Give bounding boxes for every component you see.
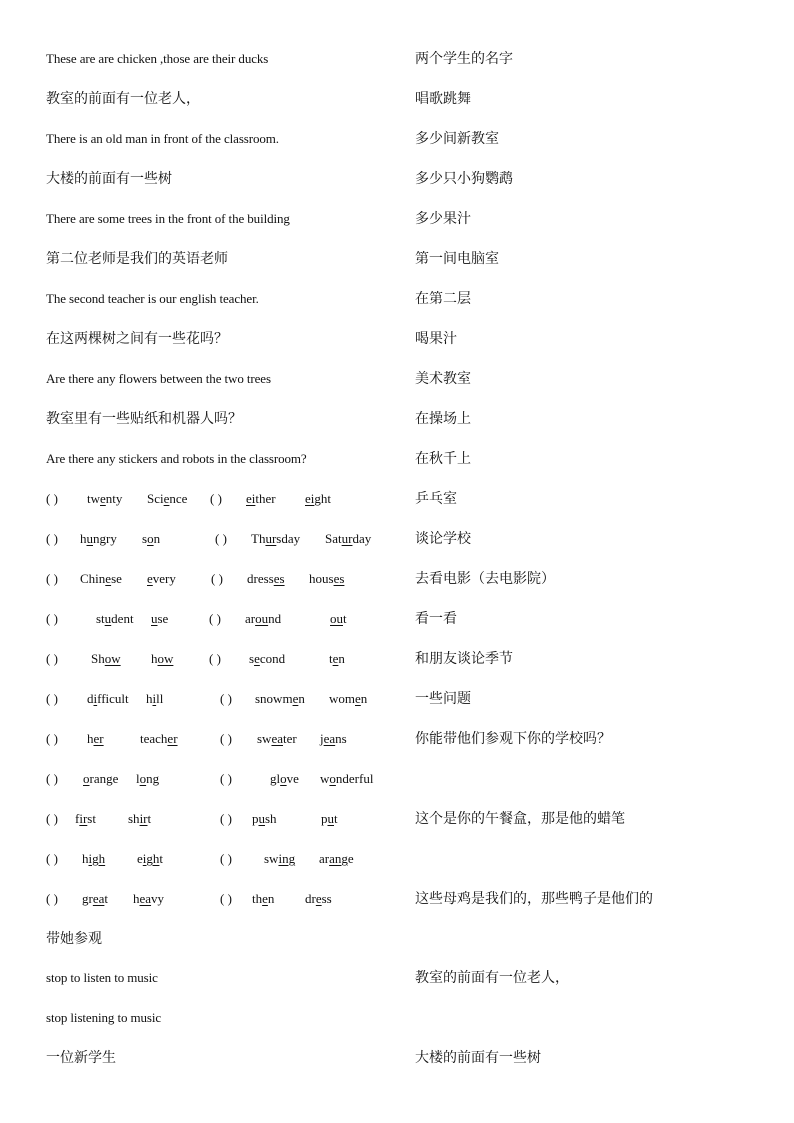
word-option: eight (137, 851, 164, 866)
phrase-cn: 你能带他们参观下你的学校吗？ (415, 731, 611, 747)
word-option: heavy (133, 891, 165, 906)
phrase-cn: 和朋友谈论季节 (415, 651, 513, 667)
answer-blank[interactable]: ( ) (46, 891, 58, 906)
answer-blank[interactable]: ( ) (209, 611, 221, 626)
word-option: long (136, 771, 160, 786)
word-option: glove (270, 771, 299, 786)
phrase-cn: 谈论学校 (415, 531, 471, 547)
word-option: around (245, 611, 282, 626)
word-option: houses (309, 571, 345, 586)
phrase-cn: 带她参观 (46, 931, 102, 947)
answer-blank[interactable]: ( ) (220, 891, 232, 906)
word-option: Thursday (251, 531, 301, 546)
sentence-cn: 教室里有一些贴纸和机器人吗？ (46, 411, 242, 427)
mc-row (0, 848, 400, 870)
mc-row (0, 728, 400, 750)
phrase-cn: 一位新学生 (46, 1050, 116, 1066)
mc-row (0, 688, 400, 710)
word-option: dresses (247, 571, 285, 586)
sentence-en: These are are chicken ,those are their ducks (46, 51, 269, 66)
answer-blank[interactable]: ( ) (220, 811, 232, 826)
phrase-cn: 多少只小狗鹦鹉 (415, 171, 513, 187)
sentence-en: There is an old man in front of the classroom. (46, 131, 279, 146)
answer-blank[interactable]: ( ) (46, 691, 58, 706)
sentence-en: The second teacher is our english teacher. (46, 291, 259, 306)
word-option: out (330, 611, 347, 626)
sentence-en: Are there any flowers between the two trees (46, 371, 271, 386)
mc-row (0, 528, 400, 550)
mc-row (0, 808, 400, 830)
word-option: difficult (87, 691, 129, 706)
word-option: snowmen (255, 691, 305, 706)
answer-blank[interactable]: ( ) (46, 651, 58, 666)
sentence-cn: 在这两棵树之间有一些花吗？ (46, 331, 228, 347)
answer-blank[interactable]: ( ) (220, 851, 232, 866)
phrase-cn: 多少果汁 (415, 211, 471, 227)
sentence-en: There are some trees in the front of the building (46, 211, 290, 226)
word-option: her (87, 731, 104, 746)
word-option: use (151, 611, 169, 626)
phrase-cn: 在操场上 (415, 411, 471, 427)
word-option: high (82, 851, 106, 866)
mc-row (0, 608, 400, 630)
word-option: first (75, 811, 96, 826)
mc-row (0, 648, 400, 670)
word-option: then (252, 891, 275, 906)
answer-blank[interactable]: ( ) (46, 531, 58, 546)
phrase-cn: 这些母鸡是我们的，那些鸭子是他们的 (415, 891, 653, 907)
phrase-cn: 去看电影（去电影院） (415, 571, 555, 587)
phrase-cn: 美术教室 (415, 371, 471, 387)
answer-blank[interactable]: ( ) (209, 651, 221, 666)
word-option: Saturday (325, 531, 372, 546)
answer-blank[interactable]: ( ) (220, 731, 232, 746)
word-option: second (249, 651, 286, 666)
word-option: push (252, 811, 277, 826)
answer-blank[interactable]: ( ) (210, 491, 222, 506)
phrase-cn: 这个是你的午餐盒，那是他的蜡笔 (415, 811, 625, 827)
word-option: every (147, 571, 176, 586)
word-option: hill (146, 691, 164, 706)
phrase-cn: 第一间电脑室 (415, 251, 499, 267)
word-option: Science (147, 491, 188, 506)
answer-blank[interactable]: ( ) (46, 571, 58, 586)
sentence-cn: 大楼的前面有一些树 (46, 171, 172, 187)
word-option: put (321, 811, 338, 826)
phrase-en: stop listening to music (46, 1010, 162, 1025)
phrase-cn: 喝果汁 (415, 331, 457, 347)
mc-row (0, 768, 400, 790)
word-option: great (82, 891, 109, 906)
phrase-cn: 唱歌跳舞 (415, 91, 471, 107)
phrase-en: stop to listen to music (46, 970, 158, 985)
phrase-cn: 多少间新教室 (415, 131, 499, 147)
answer-blank[interactable]: ( ) (220, 691, 232, 706)
phrase-cn: 教室的前面有一位老人， (415, 970, 569, 986)
word-option: arange (319, 851, 354, 866)
word-option: orange (83, 771, 119, 786)
word-option: swing (264, 851, 296, 866)
phrase-cn: 在第二层 (415, 291, 471, 307)
word-option: either (246, 491, 276, 506)
mc-row (0, 488, 400, 510)
answer-blank[interactable]: ( ) (215, 531, 227, 546)
word-option: sweater (257, 731, 297, 746)
word-option: Show (91, 651, 121, 666)
phrase-cn: 两个学生的名字 (415, 51, 513, 67)
answer-blank[interactable]: ( ) (46, 851, 58, 866)
phrase-cn: 大楼的前面有一些树 (415, 1050, 541, 1066)
mc-row (0, 568, 400, 590)
phrase-cn: 看一看 (415, 611, 457, 627)
word-option: women (329, 691, 368, 706)
word-option: jeans (320, 731, 347, 746)
answer-blank[interactable]: ( ) (211, 571, 223, 586)
word-option: ten (329, 651, 345, 666)
answer-blank[interactable]: ( ) (46, 811, 58, 826)
sentence-en: Are there any stickers and robots in the classroom? (46, 451, 307, 466)
word-option: eight (305, 491, 332, 506)
word-option: dress (305, 891, 332, 906)
word-option: shirt (128, 811, 152, 826)
word-option: Chinese (80, 571, 122, 586)
answer-blank[interactable]: ( ) (220, 771, 232, 786)
word-option: son (142, 531, 161, 546)
word-option: teacher (140, 731, 178, 746)
answer-blank[interactable]: ( ) (46, 491, 58, 506)
word-option: how (151, 651, 174, 666)
word-option: student (96, 611, 134, 626)
word-option: twenty (87, 491, 123, 506)
sentence-cn: 第二位老师是我们的英语老师 (46, 251, 228, 267)
answer-blank[interactable]: ( ) (46, 771, 58, 786)
mc-row (0, 888, 400, 910)
phrase-cn: 在秋千上 (415, 451, 471, 467)
phrase-cn: 乒乓室 (415, 491, 457, 507)
word-option: hungry (80, 531, 117, 546)
word-option: wonderful (320, 771, 374, 786)
sentence-cn: 教室的前面有一位老人， (46, 91, 200, 107)
answer-blank[interactable]: ( ) (46, 731, 58, 746)
phrase-cn: 一些问题 (415, 691, 471, 707)
answer-blank[interactable]: ( ) (46, 611, 58, 626)
